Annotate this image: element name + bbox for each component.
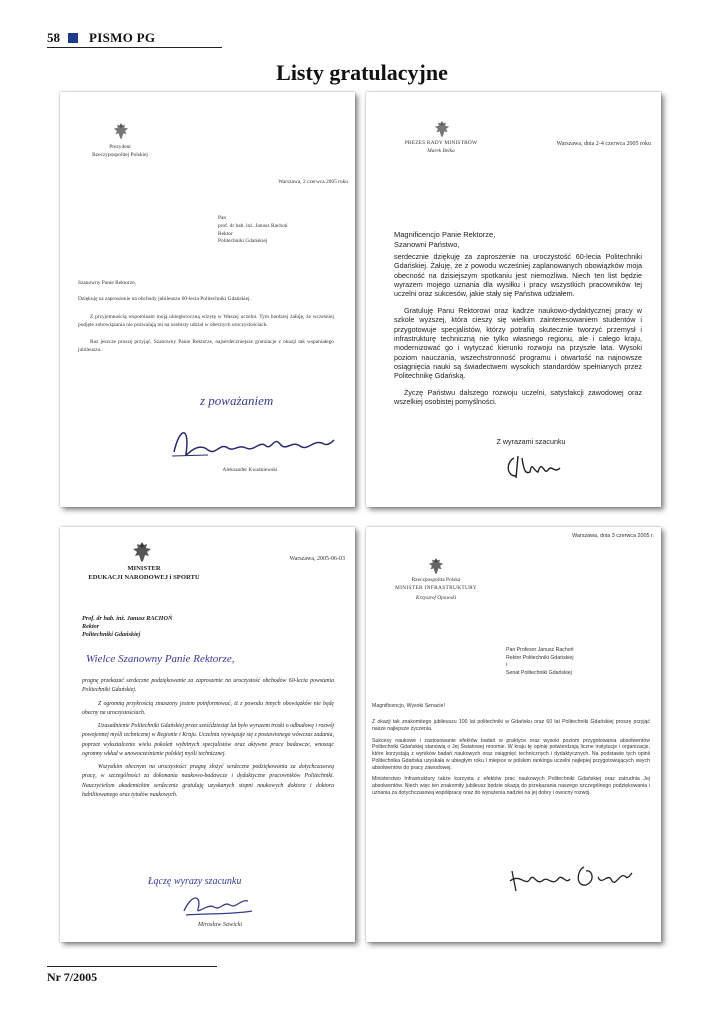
addressee-line: Pan Profesor Janusz Rachoń <box>506 647 574 653</box>
addressee-line: i <box>506 662 508 669</box>
letter-paragraph: Sukcesy naukowe i zastosowanie efektów badań w praktyce oraz wysoki poziom przygotowania absolwentów Politechniki Gdańskiej stanowią o Jej Światowej renomie. W kraju tę opinię potwierdzają liczne instytucje i organizacje, które korzystają z wyników badań naukowych oraz osiągnięć technicznych i dydaktycznych. Na podstawie tych opinii Politechnika Gdańska uzyskała w ubiegłym roku I miejsce w polskim rankingu uczelni najlepiej przygotowujących swych absolwentów do pracy zawodowej. <box>372 737 650 771</box>
org-line: Prezydent <box>109 144 131 150</box>
signatory-name: Aleksander Kwaśniewski <box>222 467 278 473</box>
addressee-line: Rektor <box>82 623 100 631</box>
signature-opawski <box>506 857 636 897</box>
letter-paragraph: pragnę przekazać serdeczne podziękowanie za zaproszenie na uroczystość obchodów 60-lecia powstania Politechniki Gdańskiej. <box>82 678 334 694</box>
letter-addressee <box>506 647 656 677</box>
header-square-icon <box>68 33 78 43</box>
letter-paragraph: Gratuluję Panu Rektorowi oraz kadrze naukowo-dydaktycznej pracy w szkole wyższej, która cieszy się wielkim zainteresowaniem studentów i przygotowuje specjalistów, którzy potrafią skutecznie tworzyć przemysł i infrastrukturę techniczną nie tylko własnego regionu, ale i całego kraju, modernizować go i wytyczać kierunki rozwoju na przyszłe lata. Wysoki poziom nauczania, wszechstronność programu i otwartość na najnowsze osiągnięcia nauki są świadectwem wysokich standardów spełnianych przez Politechnikę Gdańską. <box>394 305 642 381</box>
org-line: Marek Belka <box>427 147 455 154</box>
signature-kwasniewski <box>168 422 338 464</box>
handwritten-closing: Łączę wyrazy szacunku <box>148 876 242 887</box>
letter-date: Warszawa, dnia 3 czerwca 2005 r. <box>572 533 654 539</box>
addressee-line: Pan <box>218 215 227 221</box>
letter-salutation <box>394 230 495 250</box>
letter-paragraph: Wszystkim obecnym na uroczystości pragnę złożyć serdeczne podziękowania za dotychczasową pracę, w szczególności za dokonania naukowo-badawcze i dydaktyczne pracowników Politechniki. Nauczycielom akademickim serdecznie gratuluję uzyskanych stopni naukowych doktora i doktora habilitowanego oraz tytułów naukowych. <box>82 764 334 798</box>
publication-name: PISMO PG <box>89 30 156 45</box>
letter-addressee <box>218 215 338 246</box>
addressee-line: Politechniki Gdańskiej <box>82 631 141 639</box>
letter-date: Warszawa, 2005-06-03 <box>289 556 345 562</box>
handwritten-closing: z poważaniem <box>200 393 274 408</box>
letter-salutation: Szanowny Panie Rektorze, <box>78 280 136 286</box>
addressee-line: Rektor <box>218 230 233 237</box>
letter-paragraph: Życzę Państwu dalszego rozwoju uczelni, satysfakcji zawodowej oraz wszelkiej osobistej pomyślności. <box>394 387 642 407</box>
page-title: Listy gratulacyjne <box>276 60 448 85</box>
letter-body <box>394 252 642 406</box>
signatory-name: Mirosław Sawicki <box>197 921 243 928</box>
eagle-emblem-icon <box>428 557 444 575</box>
letter-addressee <box>82 615 172 639</box>
page-footer: Nr 7/2005 <box>47 966 217 985</box>
salutation-line: Magnificencjo Panie Rektorze, <box>394 230 496 239</box>
eagle-emblem-icon <box>132 541 152 563</box>
org-line: MINISTER <box>127 565 161 572</box>
letter-org <box>64 565 224 582</box>
letter-body <box>82 677 334 800</box>
letter-paragraph: Uzasadnienie Politechniki Gdańskiej przez sześćdziesiąt lat było wyrazem troski o odbudowę i rozwój powojennej myśli technicznej w Regionie i Kraju. Uczelnia wywiązuje się z postawionego wówczas zadania, poprzez wykształcenie wielu pokoleń wybitnych specjalistów oraz aktywne prace badawcze, wnosząc ogromny wkład w unowocześnienie polskiej myśli technicznej. <box>82 723 334 757</box>
addressee-line: Politechniki Gdańskiej <box>218 238 268 245</box>
letter-paragraph: Z okazji tak znakomitego jubileuszu 100 lat politechniki w Gdańsku oraz 60 lat Politechniki Gdańskiej proszę przyjąć nasze najlepsze życzenia. <box>372 719 650 732</box>
letter-salutation: Magnificencjo, Wysoki Senacie! <box>372 703 445 709</box>
org-line: PREZES RADY MINISTRÓW <box>404 140 478 146</box>
signature-belka <box>504 450 566 482</box>
org-line: Krzysztof Opawski <box>415 595 457 602</box>
letter-president <box>60 92 355 507</box>
page-header <box>47 30 222 48</box>
addressee-line: Rektor Politechniki Gdańskiej <box>506 654 574 661</box>
letter-paragraph: Z przyjemnością wspominam moją ubiegłoroczną wizytę w Waszej uczelni. Tym bardziej żałuję, że wcześniej podjęte zobowiązania nie pozwalają mi na osobisty udział w obecnych uroczystościach. <box>78 313 334 328</box>
org-line: Rzeczypospolitej Polskiej <box>92 151 148 158</box>
letter-date: Warszawa, dnia 2-4 czerwca 2005 roku <box>556 141 651 147</box>
letter-paragraph: Ministerstwo Infrastruktury także korzysta z efektów prac naukowych Politechniki Gdańskiej oraz zatrudnia Jej absolwentów. Niech więc ten znakomity jubileusz będzie okazją do przekazania naszego szczególnego podziękowania i uznania za dotychczasową współpracę oraz do wyrażenia nadziei na jej dobry i owocny rozwój. <box>372 776 650 796</box>
letter-paragraph: Raz jeszcze proszę przyjąć, Szanowny Panie Rektorze, najserdeczniejsze gratulacje z okazji tak wspaniałego jubileuszu. <box>78 339 334 354</box>
handwritten-salutation: Wielce Szanowny Panie Rektorze, <box>86 653 235 665</box>
letter-paragraph: Dziękuję za zaproszenie na obchody jubileuszu 60-lecia Politechniki Gdańskiej. <box>78 296 251 302</box>
letter-org <box>70 144 170 160</box>
letter-body <box>78 296 334 355</box>
salutation-line: Szanowni Państwo, <box>394 240 460 250</box>
org-line: Rzeczpospolita Polska <box>411 577 461 583</box>
addressee-line: Prof. dr hab. inż. Janusz RACHOŃ <box>82 615 173 622</box>
org-line: MINISTER INFRASTRUKTURY <box>395 584 477 591</box>
addressee-line: Senat Politechniki Gdańskiej <box>506 669 572 676</box>
org-line: EDUKACJI NARODOWEJ i SPORTU <box>88 573 200 581</box>
letter-prime-minister <box>366 92 661 507</box>
letter-date: Warszawa, 2 czerwca 2005 roku <box>278 179 348 185</box>
letter-body <box>372 719 650 797</box>
letter-minister-education <box>60 527 355 942</box>
letter-org <box>386 140 496 156</box>
letter-minister-infrastructure <box>366 527 661 942</box>
letter-paragraph: Z ogromną przykrością zmuszony jestem poinformować, iż z powodu innych obowiązków nie będę obecny na uroczystościach. <box>82 700 334 716</box>
letter-closing: Z wyrazami szacunku <box>496 437 566 446</box>
eagle-emblem-icon <box>434 120 450 138</box>
signature-sawicki <box>178 889 258 919</box>
addressee-line: prof. dr hab. inż. Janusz Rachoń <box>218 222 288 229</box>
letter-paragraph: serdecznie dziękuję za zaproszenie na uroczystość 60-lecia Politechniki Gdańskiej. Żałuję, że z powodu wcześniej zaplanowanych obowiązków moja obecność na dzisiejszym spotkaniu jest niemożliwa. Niech ten list będzie wyrazem mojego uznania dla wysiłku i pracy wszystkich pracowników tej uczelni oraz sukcesów, jakie stały się Państwa udziałem. <box>394 252 642 299</box>
eagle-emblem-icon <box>113 122 129 140</box>
page-number: 58 <box>47 30 60 45</box>
letter-org <box>376 577 496 603</box>
